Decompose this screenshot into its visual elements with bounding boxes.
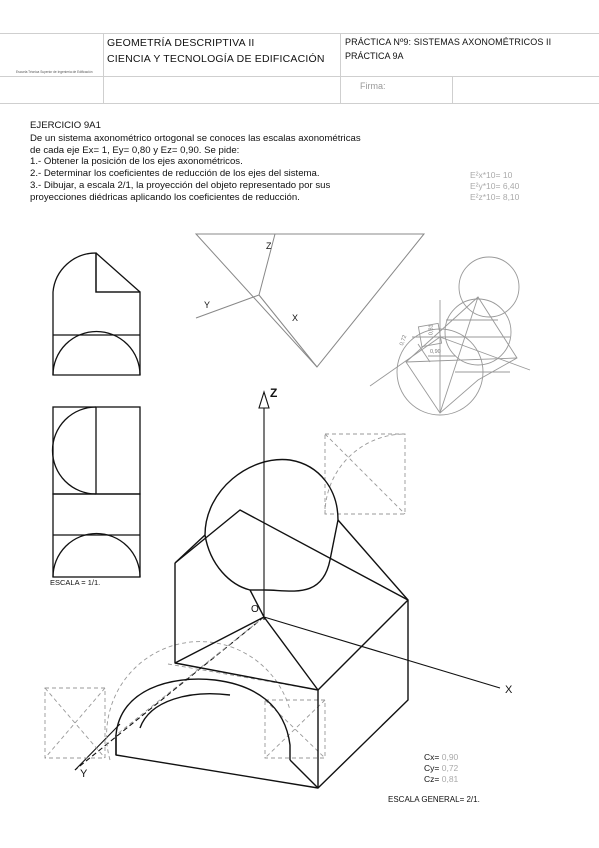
axis-label-x: X bbox=[505, 684, 513, 696]
origin-label: O bbox=[251, 604, 259, 615]
subject-title: GEOMETRÍA DESCRIPTIVA II bbox=[107, 37, 255, 49]
dihedral-views bbox=[53, 253, 141, 577]
scale-small: ESCALA = 1/1. bbox=[50, 578, 101, 587]
trace-triangle bbox=[196, 234, 424, 367]
statement-line: de cada eje Ex= 1, Ey= 0,80 y Ez= 0,90. Se pide: bbox=[30, 144, 240, 156]
statement-line: proyecciones diédricas aplicando los coeficientes de reducción. bbox=[30, 191, 300, 203]
triangle-label-x: X bbox=[292, 313, 299, 323]
axes-construction bbox=[370, 257, 530, 415]
main-axes bbox=[75, 392, 500, 770]
construction-label-072: 0,72 bbox=[399, 334, 409, 347]
scale-note-x: E²x*10= 10 bbox=[470, 170, 513, 180]
triangle-label-z: Z bbox=[266, 241, 272, 251]
coefficient-y: Cy= 0,72 bbox=[424, 763, 459, 773]
hidden-lines bbox=[45, 434, 405, 760]
axonometric-object bbox=[116, 460, 408, 788]
scale-general: ESCALA GENERAL= 2/1. bbox=[388, 795, 480, 804]
coefficient-z: Cz= 0,81 bbox=[424, 774, 459, 784]
practice-code: PRÁCTICA 9A bbox=[345, 51, 404, 61]
logo-fineprint: Escuela Técnica Superior de Ingeniería de Edificación bbox=[16, 70, 93, 74]
degree-title: CIENCIA Y TECNOLOGÍA DE EDIFICACIÓN bbox=[107, 53, 325, 65]
signature-label: Firma: bbox=[360, 81, 386, 91]
coefficient-x: Cx= 0,90 bbox=[424, 752, 459, 762]
coefficients-block bbox=[424, 752, 458, 785]
exercise-title: EJERCICIO 9A1 bbox=[30, 120, 101, 131]
construction-label-081: 0,81 bbox=[428, 324, 435, 336]
scale-note-y: E²y*10= 6,40 bbox=[470, 180, 520, 191]
scale-note-z: E²z*10= 8,10 bbox=[470, 191, 520, 202]
practice-title: PRÁCTICA Nº9: SISTEMAS AXONOMÉTRICOS II bbox=[345, 37, 552, 47]
statement-line: 2.- Determinar los coeficientes de reducción de los ejes del sistema. bbox=[30, 168, 320, 180]
statement-line: 3.- Dibujar, a escala 2/1, la proyección del objeto representado por sus bbox=[30, 179, 331, 191]
statement-line: De un sistema axonométrico ortogonal se conoces las escalas axonométricas bbox=[30, 132, 361, 144]
statement-line: 1.- Obtener la posición de los ejes axonométricos. bbox=[30, 156, 243, 168]
axis-label-z: Z bbox=[270, 386, 278, 400]
axis-label-y: Y bbox=[80, 768, 88, 780]
construction-label-090: 0,90 bbox=[430, 349, 441, 355]
triangle-label-y: Y bbox=[204, 300, 211, 310]
